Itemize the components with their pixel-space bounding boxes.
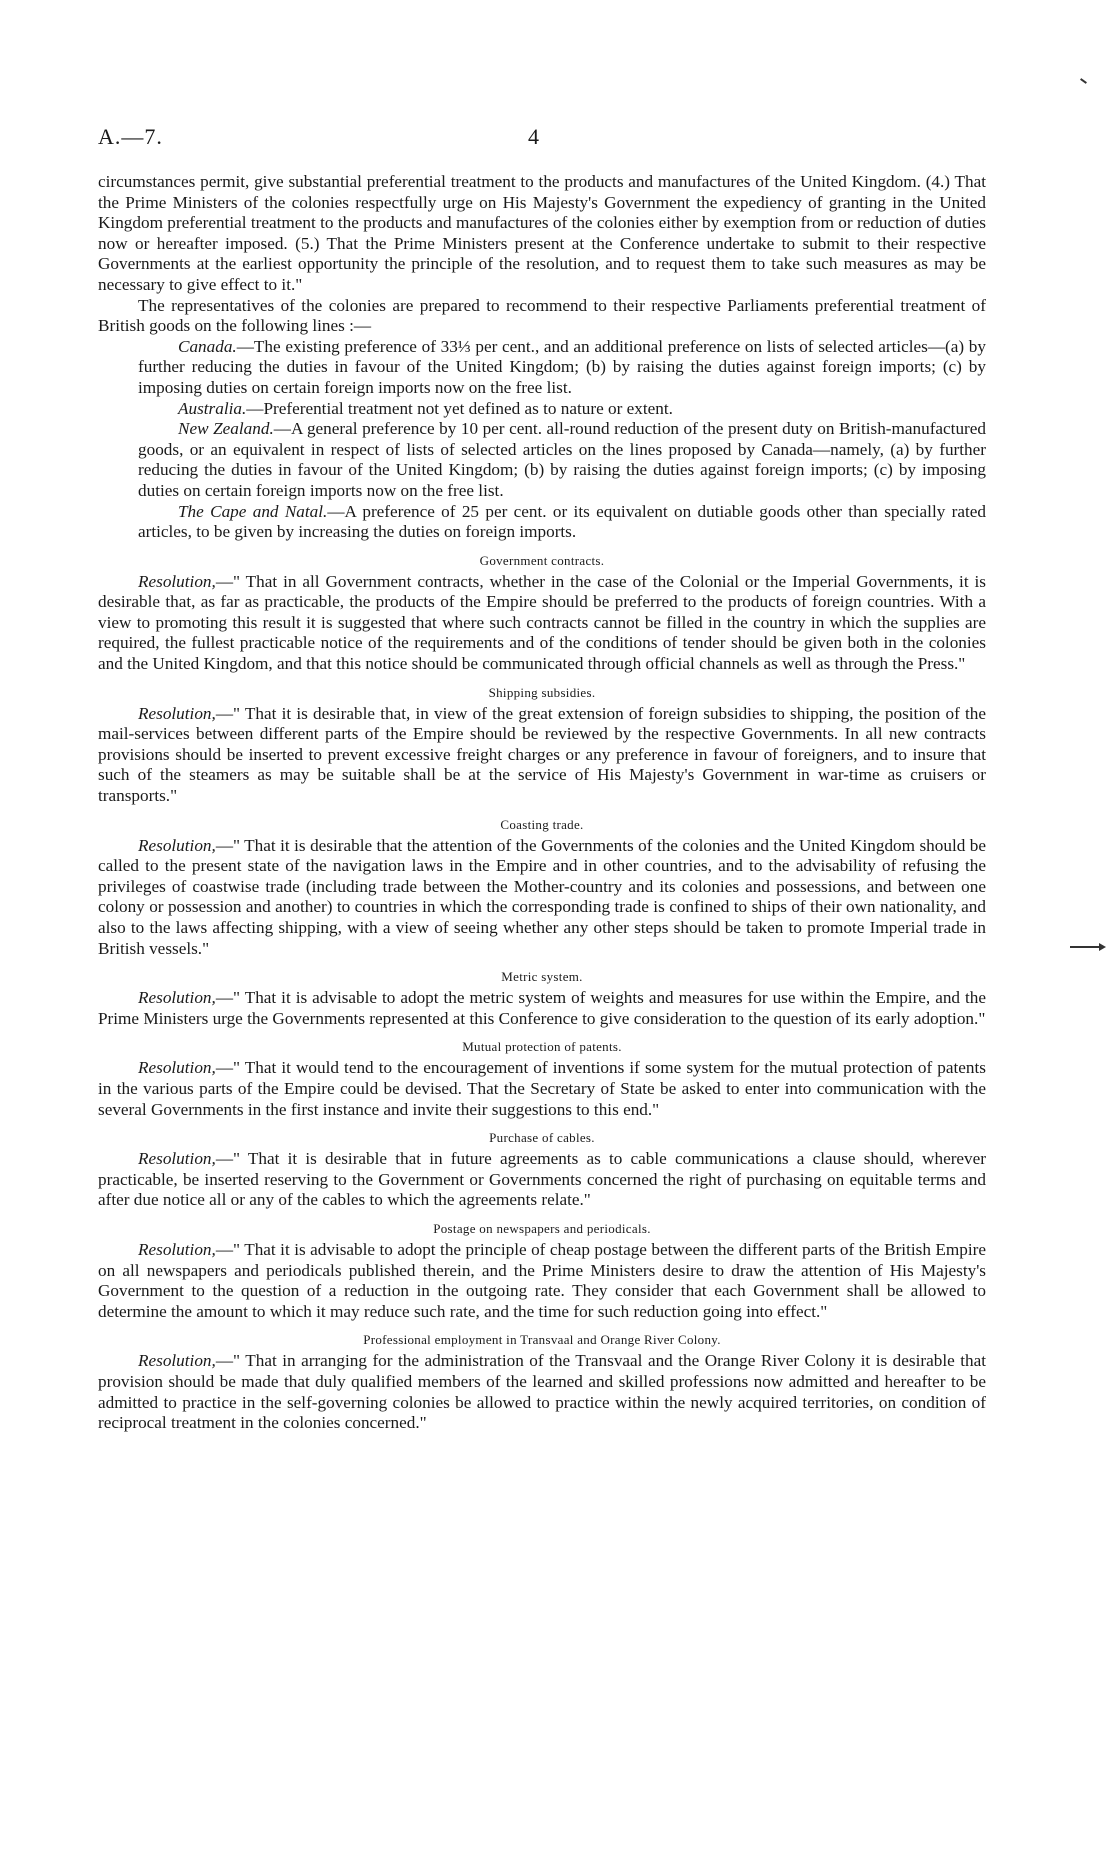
- resolution-lead: Resolution,: [138, 703, 216, 723]
- resolution-text: —" That it is advisable to adopt the metric system of weights and measures for use within the Empire, and the Prime Ministers urge the Governments represented at this Conference to give consideration to the question of its early adoption.": [98, 988, 986, 1028]
- colony-name: The Cape and Natal.: [178, 501, 328, 521]
- section-purchase-of-cables: [98, 1129, 986, 1211]
- page-body: [98, 172, 986, 1434]
- resolution-paragraph: [98, 1058, 986, 1120]
- resolution-lead: Resolution,: [138, 571, 216, 591]
- resolution-lead: Resolution,: [138, 835, 216, 855]
- resolution-text: —" That it is advisable to adopt the principle of cheap postage between the different parts of the British Empire on all newspapers and periodicals published therein, and the Prime Ministers desire to draw the attention of His Majesty's Government to the question of a reduction in the outgoing rate. They consider that each Government shall be allowed to determine the amount to which it may reduce such rate, and the time for such reduction going into effect.": [98, 1239, 986, 1321]
- colony-list: [98, 337, 986, 543]
- resolution-lead: Resolution,: [138, 1351, 216, 1371]
- section-mutual-protection-of-patents: [98, 1038, 986, 1120]
- page-header: [98, 124, 998, 154]
- section-government-contracts: [98, 552, 986, 675]
- section-coasting-trade: [98, 816, 986, 960]
- colony-item-new-zealand: [138, 419, 986, 501]
- resolution-paragraph: [98, 1351, 986, 1433]
- section-heading: Purchase of cables.: [489, 1130, 595, 1146]
- section-heading: Metric system.: [501, 969, 583, 985]
- resolution-text: —" That it is desirable that in future agreements as to cable communications a clause should, wherever practicable, be inserted reserving to the Government or Governments concerned the right of purchasing on equitable terms and after due notice all or any of the cables to which the agreements relate.": [98, 1149, 986, 1210]
- page-number: 4: [528, 124, 539, 149]
- resolution-lead: Resolution,: [138, 1239, 216, 1259]
- resolution-text: —" That it is desirable that the attention of the Governments of the colonies and the United Kingdom should be called to the present state of the navigation laws in the Empire and in other countries, and to the advisability of refusing the privileges of coastwise trade (including trade between the Mother-country and its colonies and possessions, and between one colony or possession and another) to countries in which the corresponding trade is confined to ships of their own nationality, and also to the laws affecting shipping, with a view of seeing whether any other steps should be taken to promote Imperial trade in British vessels.": [98, 835, 986, 958]
- resolution-text: —" That in all Government contracts, whether in the case of the Colonial or the Imperial Governments, it is desirable that, as far as practicable, the products of the Empire should be preferred to the products of foreign countries. With a view to promoting this result it is suggested that where such contracts cannot be filled in the country in which the supplies are required, the fullest practicable notice of the requirements and of the conditions of tender should be given both in the colonies and the United Kingdom, and that this notice should be communicated through official channels as well as through the Press.": [98, 571, 986, 674]
- section-heading: Mutual protection of patents.: [462, 1039, 622, 1055]
- resolution-text: —" That in arranging for the administration of the Transvaal and the Orange River Colony it is desirable that provision should be made that duly qualified members of the learned and skilled professions now admitted and hereafter to be admitted to practice in the self-governing colonies be allowed to practice within the newly acquired territories, on condition of reciprocal treatment in the colonies concerned.": [98, 1351, 986, 1433]
- representatives-paragraph: The representatives of the colonies are prepared to recommend to their respective Parliaments preferential treatment of British goods on the following lines :—: [98, 295, 986, 336]
- resolution-paragraph: [98, 572, 986, 675]
- resolution-paragraph: [98, 836, 986, 960]
- section-heading: Coasting trade.: [500, 816, 584, 832]
- colony-name: Australia.: [178, 398, 247, 418]
- resolution-paragraph: [98, 1240, 986, 1322]
- resolution-paragraph: [98, 704, 986, 807]
- resolution-lead: Resolution,: [138, 1058, 216, 1078]
- colony-text: —The existing preference of 33⅓ per cent., and an additional preference on lists of selected articles—(a) by further reducing the duties in favour of the United Kingdom; (b) by raising the duties against foreign imports; (c) by imposing duties on certain foreign imports now on the free list.: [138, 336, 986, 397]
- section-metric-system: [98, 968, 986, 1029]
- colony-text: —A general preference by 10 per cent. all-round reduction of the present duty on British-manufactured goods, or an equivalent in respect of lists of selected articles on the lines proposed by Canada—namely, (a) by further reducing the duties in favour of the United Kingdom; (b) by raising the duties against foreign imports; (c) by imposing duties on certain foreign imports now on the free list.: [138, 419, 986, 500]
- margin-arrow-mark: [1070, 946, 1104, 948]
- section-professional-employment: [98, 1331, 986, 1433]
- resolution-lead: Resolution,: [138, 988, 216, 1008]
- colony-name: Canada.: [178, 336, 237, 356]
- section-heading: Shipping subsidies.: [488, 684, 596, 700]
- section-shipping-subsidies: [98, 684, 986, 807]
- section-heading: Professional employment in Transvaal and Orange River Colony.: [363, 1332, 721, 1348]
- colony-item-canada: [138, 337, 986, 399]
- colony-text: —Preferential treatment not yet defined as to nature or extent.: [246, 398, 673, 418]
- document-reference: A.—7.: [98, 124, 163, 149]
- section-postage-newspapers: [98, 1220, 986, 1322]
- colony-text: —A preference of 25 per cent. or its equivalent on dutiable goods other than specially rated articles, to be given by increasing the duties on foreign imports.: [138, 501, 987, 542]
- section-heading: Postage on newspapers and periodicals.: [433, 1220, 651, 1236]
- scan-mark: [1080, 78, 1087, 84]
- colony-name: New Zealand.: [178, 419, 274, 439]
- resolution-text: —" That it is desirable that, in view of the great extension of foreign subsidies to shipping, the position of the mail-services between different parts of the Empire should be reviewed by the respective Governments. In all new contracts provisions should be inserted to prevent excessive freight charges or any preference in favour of foreigners, and to insure that such of the steamers as may be suitable shall be at the service of His Majesty's Government in war-time as cruisers or transports.": [98, 703, 986, 806]
- continued-paragraph: circumstances permit, give substantial preferential treatment to the products and manufactures of the United Kingdom. (4.) That the Prime Ministers of the colonies respectfully urge on His Majesty's Government the expediency of granting in the United Kingdom preferential treatment to the products and manufactures of the colonies either by exemption from or reduction of duties now or hereafter imposed. (5.) That the Prime Ministers present at the Conference undertake to submit to their respective Governments at the earliest opportunity the principle of the resolution, and to request them to take such measures as may be necessary to give effect to it.": [98, 172, 986, 294]
- colony-item-cape-natal: [138, 502, 986, 543]
- resolution-paragraph: [98, 988, 986, 1029]
- section-heading: Government contracts.: [479, 552, 605, 568]
- colony-item-australia: [138, 399, 986, 420]
- resolution-lead: Resolution,: [138, 1149, 216, 1169]
- resolution-text: —" That it would tend to the encouragement of inventions if some system for the mutual protection of patents in the various parts of the Empire could be devised. That the Secretary of State be asked to enter into communication with the several Governments in the first instance and invite their suggestions to this end.": [98, 1058, 986, 1119]
- resolution-paragraph: [98, 1149, 986, 1211]
